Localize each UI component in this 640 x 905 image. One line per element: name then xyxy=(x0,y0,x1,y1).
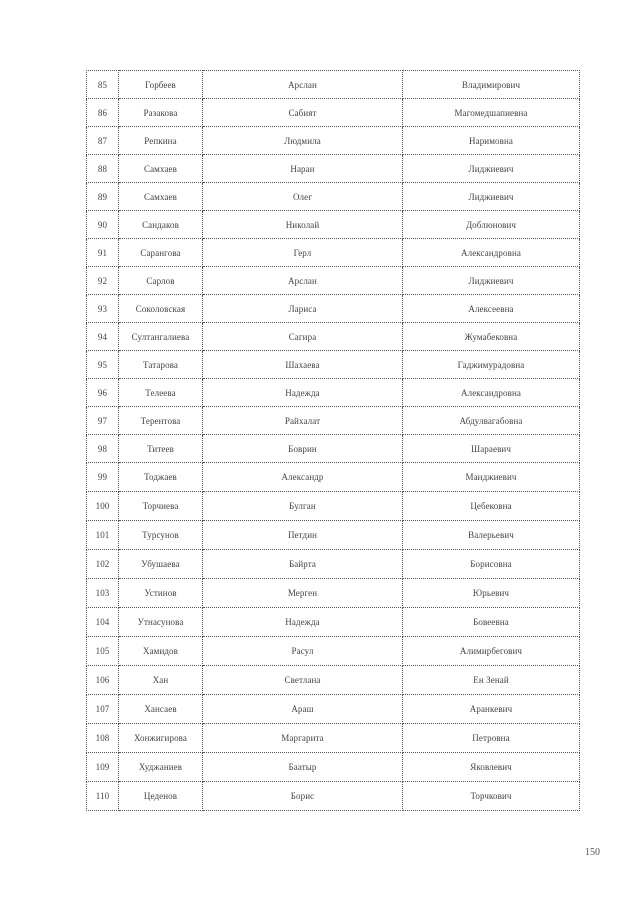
last-name-cell: Убушаева xyxy=(119,550,203,579)
last-name-cell: Хан xyxy=(119,666,203,695)
patronymic-cell: Лиджиевич xyxy=(403,155,580,183)
table-row xyxy=(87,463,580,492)
first-name-cell: Надежда xyxy=(203,608,403,637)
row-number-cell: 100 xyxy=(87,492,119,521)
row-number-cell: 85 xyxy=(87,71,119,99)
table-row xyxy=(87,666,580,695)
patronymic-cell: Александровна xyxy=(403,239,580,267)
patronymic-cell: Валерьевич xyxy=(403,521,580,550)
first-name-cell: Герл xyxy=(203,239,403,267)
patronymic-cell: Петровна xyxy=(403,724,580,753)
patronymic-cell: Лиджиевич xyxy=(403,183,580,211)
last-name-cell: Хамидов xyxy=(119,637,203,666)
page-number: 150 xyxy=(585,847,600,858)
first-name-cell: Сабият xyxy=(203,99,403,127)
last-name-cell: Терентова xyxy=(119,407,203,435)
row-number-cell: 102 xyxy=(87,550,119,579)
patronymic-cell: Аранкевич xyxy=(403,695,580,724)
table-row xyxy=(87,637,580,666)
row-number-cell: 106 xyxy=(87,666,119,695)
last-name-cell: Худжаниев xyxy=(119,753,203,782)
table-row xyxy=(87,183,580,211)
row-number-cell: 99 xyxy=(87,463,119,492)
patronymic-cell: Борисовна xyxy=(403,550,580,579)
patronymic-cell: Цебековна xyxy=(403,492,580,521)
row-number-cell: 87 xyxy=(87,127,119,155)
patronymic-cell: Алексеевна xyxy=(403,295,580,323)
patronymic-cell: Гаджимурадовна xyxy=(403,351,580,379)
patronymic-cell: Жумабековна xyxy=(403,323,580,351)
row-number-cell: 109 xyxy=(87,753,119,782)
first-name-cell: Арслан xyxy=(203,267,403,295)
last-name-cell: Турсунов xyxy=(119,521,203,550)
first-name-cell: Булган xyxy=(203,492,403,521)
patronymic-cell: Манджиевич xyxy=(403,463,580,492)
table-row xyxy=(87,71,580,99)
roster-table xyxy=(86,70,580,811)
table-row xyxy=(87,295,580,323)
last-name-cell: Сандаков xyxy=(119,211,203,239)
table-row xyxy=(87,724,580,753)
last-name-cell: Разакова xyxy=(119,99,203,127)
row-number-cell: 97 xyxy=(87,407,119,435)
table-row xyxy=(87,379,580,407)
first-name-cell: Лариса xyxy=(203,295,403,323)
last-name-cell: Хансаев xyxy=(119,695,203,724)
last-name-cell: Сарангова xyxy=(119,239,203,267)
last-name-cell: Устинов xyxy=(119,579,203,608)
row-number-cell: 107 xyxy=(87,695,119,724)
table-row xyxy=(87,492,580,521)
last-name-cell: Тоджаев xyxy=(119,463,203,492)
last-name-cell: Торчиева xyxy=(119,492,203,521)
first-name-cell: Людмила xyxy=(203,127,403,155)
table-row xyxy=(87,435,580,463)
row-number-cell: 92 xyxy=(87,267,119,295)
patronymic-cell: Магомедшапиевна xyxy=(403,99,580,127)
last-name-cell: Цеденов xyxy=(119,782,203,811)
patronymic-cell: Владимирович xyxy=(403,71,580,99)
first-name-cell: Шахаева xyxy=(203,351,403,379)
first-name-cell: Расул xyxy=(203,637,403,666)
patronymic-cell: Торчкович xyxy=(403,782,580,811)
row-number-cell: 110 xyxy=(87,782,119,811)
patronymic-cell: Абдулвагабовна xyxy=(403,407,580,435)
roster-table-body xyxy=(87,71,580,811)
patronymic-cell: Шараевич xyxy=(403,435,580,463)
first-name-cell: Райхалат xyxy=(203,407,403,435)
last-name-cell: Самхаев xyxy=(119,155,203,183)
first-name-cell: Петдин xyxy=(203,521,403,550)
last-name-cell: Телеева xyxy=(119,379,203,407)
row-number-cell: 96 xyxy=(87,379,119,407)
row-number-cell: 88 xyxy=(87,155,119,183)
first-name-cell: Светлана xyxy=(203,666,403,695)
patronymic-cell: Алимирбегович xyxy=(403,637,580,666)
first-name-cell: Боврин xyxy=(203,435,403,463)
patronymic-cell: Доблюнович xyxy=(403,211,580,239)
table-row xyxy=(87,99,580,127)
patronymic-cell: Лиджиевич xyxy=(403,267,580,295)
table-row xyxy=(87,579,580,608)
last-name-cell: Татарова xyxy=(119,351,203,379)
row-number-cell: 86 xyxy=(87,99,119,127)
table-row xyxy=(87,351,580,379)
first-name-cell: Араш xyxy=(203,695,403,724)
patronymic-cell: Ен Зенай xyxy=(403,666,580,695)
table-row xyxy=(87,782,580,811)
last-name-cell: Титеев xyxy=(119,435,203,463)
row-number-cell: 89 xyxy=(87,183,119,211)
last-name-cell: Самхаев xyxy=(119,183,203,211)
row-number-cell: 108 xyxy=(87,724,119,753)
table-row xyxy=(87,211,580,239)
first-name-cell: Байрта xyxy=(203,550,403,579)
first-name-cell: Наран xyxy=(203,155,403,183)
patronymic-cell: Наримовна xyxy=(403,127,580,155)
last-name-cell: Утнасунова xyxy=(119,608,203,637)
row-number-cell: 95 xyxy=(87,351,119,379)
first-name-cell: Борис xyxy=(203,782,403,811)
first-name-cell: Арслан xyxy=(203,71,403,99)
row-number-cell: 103 xyxy=(87,579,119,608)
row-number-cell: 105 xyxy=(87,637,119,666)
table-row xyxy=(87,695,580,724)
last-name-cell: Репкина xyxy=(119,127,203,155)
table-row xyxy=(87,267,580,295)
patronymic-cell: Яковлевич xyxy=(403,753,580,782)
patronymic-cell: Александровна xyxy=(403,379,580,407)
table-row xyxy=(87,753,580,782)
last-name-cell: Сарлов xyxy=(119,267,203,295)
last-name-cell: Султангалиева xyxy=(119,323,203,351)
table-row xyxy=(87,608,580,637)
table-row xyxy=(87,407,580,435)
table-row xyxy=(87,323,580,351)
first-name-cell: Мерген xyxy=(203,579,403,608)
table-row xyxy=(87,550,580,579)
last-name-cell: Хонжигирова xyxy=(119,724,203,753)
row-number-cell: 104 xyxy=(87,608,119,637)
row-number-cell: 101 xyxy=(87,521,119,550)
last-name-cell: Горбеев xyxy=(119,71,203,99)
patronymic-cell: Бовеевна xyxy=(403,608,580,637)
first-name-cell: Сагира xyxy=(203,323,403,351)
first-name-cell: Надежда xyxy=(203,379,403,407)
row-number-cell: 98 xyxy=(87,435,119,463)
first-name-cell: Баатыр xyxy=(203,753,403,782)
row-number-cell: 90 xyxy=(87,211,119,239)
row-number-cell: 94 xyxy=(87,323,119,351)
first-name-cell: Маргарита xyxy=(203,724,403,753)
row-number-cell: 91 xyxy=(87,239,119,267)
first-name-cell: Николай xyxy=(203,211,403,239)
table-row xyxy=(87,521,580,550)
table-row xyxy=(87,239,580,267)
first-name-cell: Александр xyxy=(203,463,403,492)
row-number-cell: 93 xyxy=(87,295,119,323)
first-name-cell: Олег xyxy=(203,183,403,211)
table-row xyxy=(87,155,580,183)
table-row xyxy=(87,127,580,155)
patronymic-cell: Юрьевич xyxy=(403,579,580,608)
last-name-cell: Соколовская xyxy=(119,295,203,323)
